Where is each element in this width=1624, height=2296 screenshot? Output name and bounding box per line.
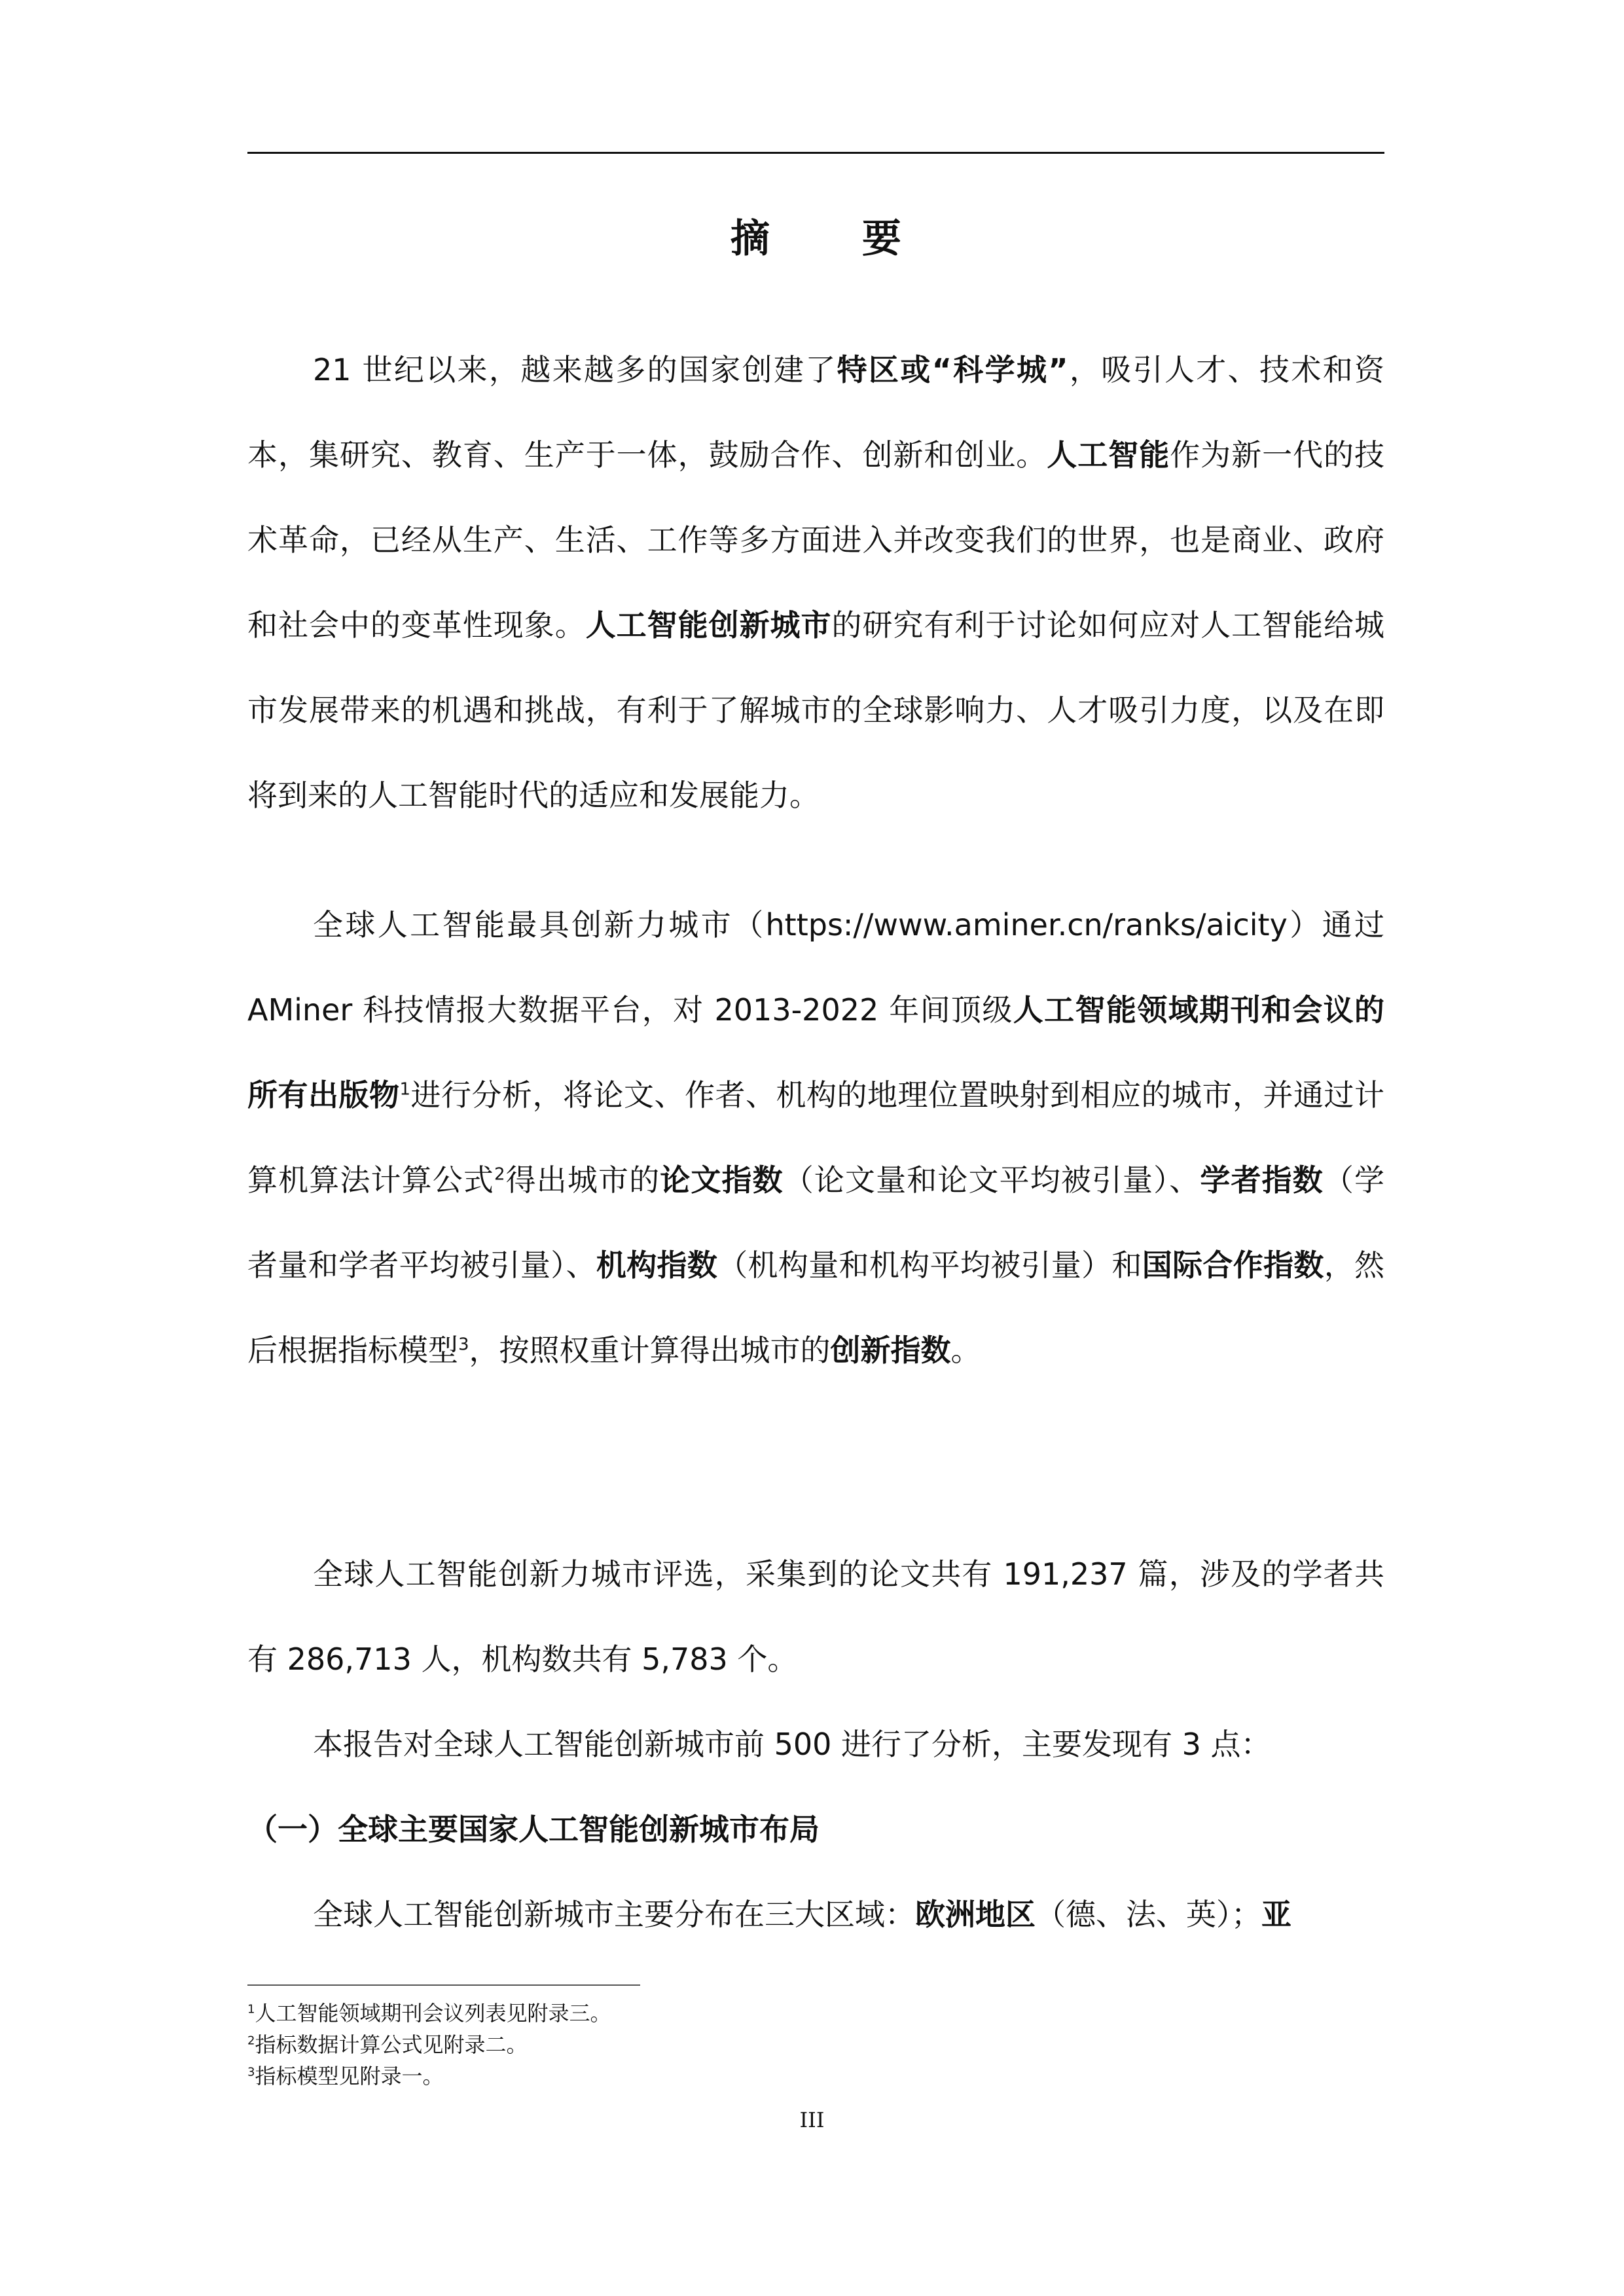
paragraph-methodology <box>247 882 1384 1393</box>
text-run: 全球人工智能创新城市主要分布在三大区域： <box>313 1897 915 1932</box>
bold-run: 机构指数 <box>596 1247 718 1283</box>
footnote-ref-1[interactable]: 1 <box>399 1079 411 1100</box>
text-run: 进行分析，将论文、作者、机构的地理位置映射到相应的城市，并通过计算机算法计算公式 <box>247 1077 1385 1198</box>
header-rule <box>247 152 1384 154</box>
footnotes <box>247 1998 1384 2092</box>
paragraph-distribution <box>247 1872 1384 1957</box>
footnote-mark: 2 <box>247 2034 255 2048</box>
bold-run: 人工智能创新城市 <box>585 607 832 643</box>
bold-run: 人工智能领域期刊和会议的所有出版物 <box>247 992 1385 1113</box>
paragraph-intro <box>247 327 1384 838</box>
bold-run: 特区或“科学城” <box>837 352 1068 387</box>
text-run: ，吸引人才、技术和资本，集研究、教育、生产于一体，鼓励合作、创新和创业。 <box>247 352 1385 473</box>
footnote-ref-3[interactable]: 3 <box>458 1335 469 1355</box>
bold-run: 欧洲地区 <box>915 1897 1036 1932</box>
text-run: 。 <box>950 1333 981 1368</box>
footnote-3 <box>247 2060 1384 2092</box>
footnote-2 <box>247 2029 1384 2060</box>
bold-run: 创新指数 <box>830 1333 951 1368</box>
text-run: ，按照权重计算得出城市的 <box>469 1333 831 1368</box>
footnote-mark: 1 <box>247 2002 255 2017</box>
paragraph-statistics: 全球人工智能创新力城市评选，采集到的论文共有 191,237 篇，涉及的学者共有 286,713 人，机构数共有 5,783 个。 <box>247 1556 1384 1677</box>
footnote-text: 指标模型见附录一。 <box>255 2064 444 2089</box>
text-run: 21 世纪以来，越来越多的国家创建了 <box>313 352 837 387</box>
text-run: ，然后根据指标模型 <box>247 1247 1385 1368</box>
text-run: 的研究有利于讨论如何应对人工智能给城市发展带来的机遇和挑战，有利于了解城市的全球影响力、人才吸引力度，以及在即将到来的人工智能时代的适应和发展能力。 <box>247 607 1385 813</box>
footnote-1 <box>247 1998 1384 2029</box>
bold-run: 国际合作指数 <box>1142 1247 1324 1283</box>
bold-run: 学者指数 <box>1200 1162 1324 1198</box>
bold-run: 人工智能 <box>1047 437 1170 473</box>
text-run: 作为新一代的技术革命，已经从生产、生活、工作等多方面进入并改变我们的世界，也是商业、政府和社会中的变革性现象。 <box>247 437 1385 643</box>
text-run: （论文量和论文平均被引量）、 <box>783 1162 1200 1198</box>
text-run: （机构量和机构平均被引量）和 <box>717 1247 1142 1283</box>
section-heading: （一）全球主要国家人工智能创新城市布局 <box>247 1812 820 1847</box>
text-run: （学者量和学者平均被引量）、 <box>247 1162 1385 1283</box>
text-run: 全球人工智能最具创新力城市（https://www.aminer.cn/ranks/aicity）通过 AMiner 科技情报大数据平台，对 2013-2022 年间顶级 <box>247 907 1384 1028</box>
bold-run: 亚 <box>1261 1897 1291 1932</box>
footnote-rule <box>247 1984 640 1986</box>
footnote-text: 指标数据计算公式见附录二。 <box>255 2032 528 2057</box>
footnote-ref-2[interactable]: 2 <box>494 1164 505 1185</box>
text-run: （德、法、英）； <box>1036 1897 1261 1932</box>
text-run: 得出城市的 <box>505 1162 660 1198</box>
page-number: III <box>799 2108 825 2132</box>
paragraph-findings-intro: 本报告对全球人工智能创新城市前 500 进行了分析，主要发现有 3 点： <box>313 1727 1271 1762</box>
bold-run: 论文指数 <box>660 1162 784 1198</box>
page-title: 摘 要 <box>731 216 941 262</box>
footnote-text: 人工智能领域期刊会议列表见附录三。 <box>255 2001 611 2026</box>
footnote-mark: 3 <box>247 2065 255 2079</box>
